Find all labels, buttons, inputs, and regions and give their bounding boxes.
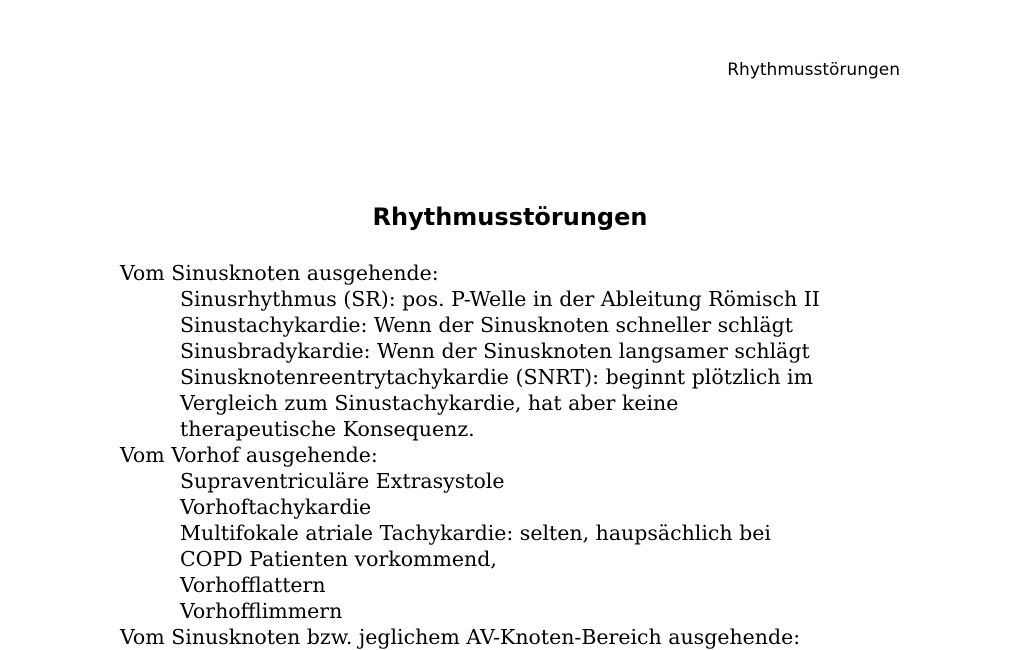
- list-item-text: Multifokale atriale Tachykardie: selten, haupsächlich bei: [180, 521, 771, 545]
- list-item: [120, 286, 900, 312]
- list-item-text: Vorhofflattern: [180, 573, 326, 597]
- section-vorhof: [120, 442, 900, 624]
- document-title: Rhythmusstörungen: [372, 203, 648, 231]
- list-item-text: Vergleich zum Sinustachykardie, hat aber keine: [180, 391, 679, 415]
- list-item: [120, 364, 900, 442]
- list-item-text: Vorhofflimmern: [180, 599, 343, 623]
- list-item: [120, 338, 900, 364]
- list-item-text: therapeutische Konsequenz.: [180, 417, 475, 441]
- list-item: [120, 468, 900, 494]
- section-heading: Vom Sinusknoten ausgehende:: [120, 261, 439, 285]
- list-item-text: Sinusbradykardie: Wenn der Sinusknoten langsamer schlägt: [180, 339, 810, 363]
- document-body: [120, 260, 900, 650]
- list-item-text: Sinusknotenreentrytachykardie (SNRT): beginnt plötzlich im: [180, 365, 814, 389]
- list-item: [120, 520, 900, 572]
- list-item: [120, 312, 900, 338]
- running-header: Rhythmusstörungen: [727, 60, 900, 80]
- section-av-knoten: [120, 624, 900, 650]
- section-sinusknoten: [120, 260, 900, 442]
- list-item-text: Vorhoftachykardie: [180, 495, 372, 519]
- list-item: [120, 572, 900, 598]
- list-item: [120, 598, 900, 624]
- list-item-text: Sinusrhythmus (SR): pos. P-Welle in der Ableitung Römisch II: [180, 287, 820, 311]
- list-item: [120, 494, 900, 520]
- list-item-text: Sinustachykardie: Wenn der Sinusknoten schneller schlägt: [180, 313, 793, 337]
- section-heading: Vom Vorhof ausgehende:: [120, 443, 378, 467]
- section-heading: Vom Sinusknoten bzw. jeglichem AV-Knoten-Bereich ausgehende:: [120, 625, 801, 649]
- list-item-text: Supraventriculäre Extrasystole: [180, 469, 505, 493]
- list-item-text: COPD Patienten vorkommend,: [180, 547, 497, 571]
